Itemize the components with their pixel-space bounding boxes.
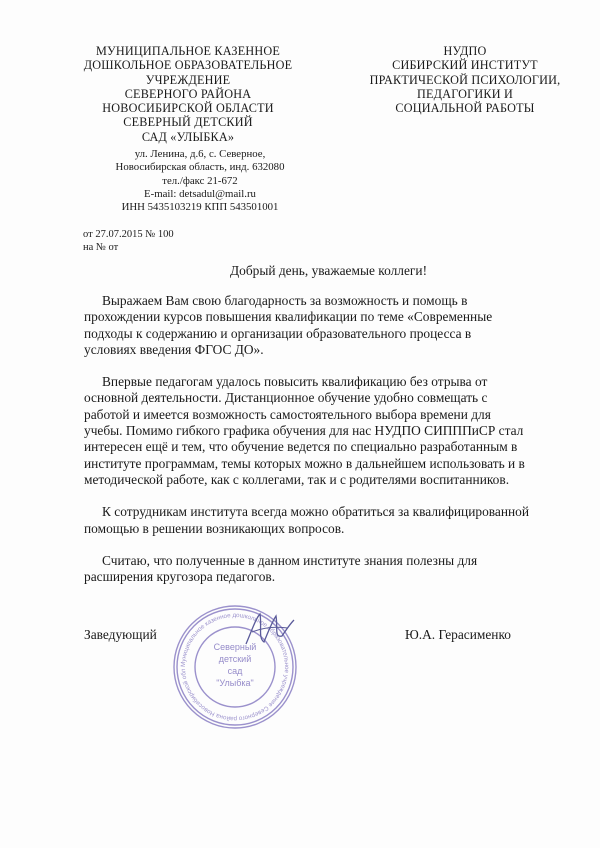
paragraph-line: К сотрудникам института всегда можно обратиться за квалифицированной bbox=[102, 504, 530, 520]
recipient-line: СОЦИАЛЬНОЙ РАБОТЫ bbox=[395, 101, 535, 116]
paragraph-line: основной деятельности. Дистанционное обучение удобно совмещать с bbox=[84, 390, 488, 406]
paragraph-line: Выражаем Вам свою благодарность за возможность и помощь в bbox=[102, 293, 468, 308]
stamp-center-line: "Улыбка" bbox=[216, 678, 254, 688]
paragraph-line: помощью в решении возникающих вопросов. bbox=[84, 520, 345, 536]
sender-line: ДОШКОЛЬНОЕ ОБРАЗОВАТЕЛЬНОЕ bbox=[83, 58, 293, 73]
stamp-ring-text: Муниципальное казенное дошкольное образовательное учреждение Северного района Новосибирской обл bbox=[179, 611, 291, 723]
contact-tax-ids: ИНН 5435103219 КПП 543501001 bbox=[121, 201, 279, 214]
paragraph-line: учебы. Помимо гибкого графика обучения для нас НУДПО СИПППиСР стал bbox=[84, 423, 524, 439]
sender-line: НОВОСИБИРСКОЙ ОБЛАСТИ bbox=[102, 101, 274, 116]
paragraph-line: прохождении курсов повышения квалификации по теме «Современные bbox=[84, 309, 493, 325]
sender-line: СЕВЕРНЫЙ ДЕТСКИЙ bbox=[123, 115, 253, 130]
recipient-header bbox=[350, 44, 580, 115]
sender-contact bbox=[80, 148, 320, 214]
stamp-center-line: сад bbox=[227, 666, 243, 676]
sender-line: СЕВЕРНОГО РАЙОНА bbox=[124, 86, 252, 101]
stamp-center-line: детский bbox=[218, 654, 252, 664]
contact-phone: тел./факс 21-672 bbox=[162, 174, 238, 187]
handwritten-signature bbox=[242, 608, 298, 652]
greeting: Добрый день, уважаемые коллеги! bbox=[230, 263, 428, 278]
paragraph-line: работой и имеется возможность самостоятельного выбора времени для bbox=[84, 406, 491, 422]
paragraph-line: подходы к содержанию и организации образовательного процесса в bbox=[84, 325, 472, 341]
contact-address: ул. Ленина, д.6, с. Северное, bbox=[134, 148, 266, 160]
sender-line: САД «УЛЫБКА» bbox=[141, 129, 235, 144]
document-number bbox=[83, 229, 174, 254]
recipient-line: СИБИРСКИЙ ИНСТИТУТ bbox=[392, 58, 538, 73]
paragraph bbox=[84, 504, 544, 537]
sender-line: МУНИЦИПАЛЬНОЕ КАЗЕННОЕ bbox=[95, 44, 281, 58]
sender-header bbox=[58, 44, 318, 144]
paragraph-line: институте программам, темы которых можно в дальнейшем использовать и в bbox=[84, 455, 525, 471]
paragraph-line: Считаю, что полученные в данном институте знания полезны для bbox=[102, 552, 478, 568]
contact-email: E-mail: detsadul@mail.ru bbox=[144, 187, 256, 200]
contact-region: Новосибирская область, инд. 632080 bbox=[115, 161, 285, 174]
paragraph-line: Впервые педагогам удалось повысить квалификацию без отрыва от bbox=[102, 374, 488, 390]
paragraph-line: методической работе, как с коллегами, так и с родителями воспитанников. bbox=[84, 471, 510, 487]
signatory-name: Ю.А. Герасименко bbox=[405, 627, 511, 642]
stamp-center-line: Северный bbox=[213, 642, 257, 652]
recipient-line: ПРАКТИЧЕСКОЙ ПСИХОЛОГИИ, bbox=[369, 72, 561, 87]
paragraph bbox=[84, 293, 544, 358]
reference-number-line: на № от bbox=[83, 241, 119, 253]
signatory-position: Заведующий bbox=[84, 627, 157, 642]
recipient-line: НУДПО bbox=[443, 44, 487, 58]
paragraph-line: условиях введения ФГОС ДО». bbox=[84, 341, 264, 357]
sender-line: УЧРЕЖДЕНИЕ bbox=[145, 72, 231, 87]
paragraph-line: интересен ещё и тем, что обучение ведется по специально разработанным в bbox=[84, 439, 518, 455]
document-number-line: от 27.07.2015 № 100 bbox=[83, 229, 174, 240]
letter-body bbox=[84, 293, 544, 601]
paragraph bbox=[84, 553, 544, 586]
recipient-line: ПЕДАГОГИКИ И bbox=[417, 86, 513, 101]
paragraph-line: расширения кругозора педагогов. bbox=[84, 569, 276, 585]
paragraph bbox=[84, 374, 544, 488]
